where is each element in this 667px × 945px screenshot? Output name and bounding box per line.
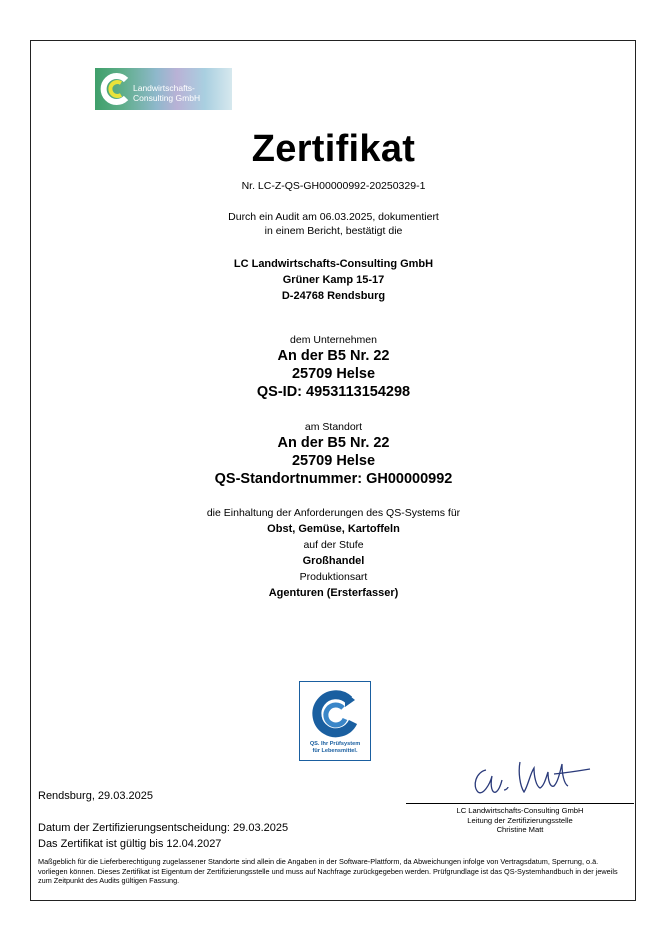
certificate-number: Nr. LC-Z-QS-GH00000992-20250329-1 — [241, 180, 426, 192]
signatory-role: Leitung der Zertifizierungsstelle — [467, 815, 573, 825]
valid-until: Das Zertifikat ist gültig bis 12.04.2027 — [38, 838, 222, 850]
company-qs-id: QS-ID: 4953113154298 — [256, 384, 411, 400]
lc-logo-icon — [99, 72, 131, 106]
signature-image — [468, 756, 598, 802]
signatory-name: Christine Matt — [496, 825, 544, 834]
issuer-city: D-24768 Rendsburg — [281, 290, 386, 302]
qs-logo-icon — [309, 688, 361, 740]
qs-caption — [300, 741, 370, 755]
issuer-street: Grüner Kamp 15-17 — [282, 274, 385, 286]
company-block — [0, 347, 667, 401]
scope-block — [0, 505, 667, 601]
logo-text — [133, 83, 200, 103]
issuer-block — [0, 256, 667, 304]
issuer-name: LC Landwirtschafts-Consulting GmbH — [233, 258, 434, 270]
company-label: dem Unternehmen — [290, 334, 377, 346]
site-city: 25709 Helse — [291, 453, 376, 469]
signatory-org: LC Landwirtschafts-Consulting GmbH — [456, 806, 584, 815]
lc-logo — [95, 68, 232, 110]
qs-caption-line-1: QS. Ihr Prüfsystem — [309, 741, 361, 747]
place-date: Rendsburg, 29.03.2025 — [38, 790, 153, 802]
scope-product: Obst, Gemüse, Kartoffeln — [267, 523, 400, 535]
scope-production: Agenturen (Ersterfasser) — [268, 587, 399, 599]
site-street: An der B5 Nr. 22 — [277, 435, 390, 451]
intro-text — [0, 210, 667, 238]
scope-production-label: Produktionsart — [299, 571, 368, 583]
scope-stage: Großhandel — [302, 555, 365, 567]
scope-stage-label: auf der Stufe — [303, 539, 364, 551]
logo-line-2: Consulting GmbH — [133, 93, 201, 103]
signatory-block — [406, 806, 634, 835]
footer-note: Maßgeblich für die Lieferberechtigung zugelassener Standorte sind allein die Angaben in der Software-Plattform, da Abweichungen infolge von Vertragsdatum, Sperrung, o.ä. vorliegen können. Dieses Zertifikat ist Eigentum der Zertifizierungsstelle und muss auf Nachfrage zurückgegeben werden. Prüfgrundlage ist das QS-Systemhandbuch in der jeweils zum Zeitpunkt des Audits gültigen Fassung. — [38, 857, 618, 886]
site-label: am Standort — [304, 421, 363, 433]
qs-caption-line-2: für Lebensmittel. — [312, 748, 358, 754]
intro-line-2: in einem Bericht, bestätigt die — [264, 225, 403, 237]
qs-badge — [299, 681, 371, 761]
intro-line-1: Durch ein Audit am 06.03.2025, dokumentiert — [228, 211, 439, 223]
scope-requirements: die Einhaltung der Anforderungen des QS-Systems für — [206, 507, 461, 519]
company-city: 25709 Helse — [291, 366, 376, 382]
site-block — [0, 434, 667, 488]
company-street: An der B5 Nr. 22 — [277, 348, 390, 364]
decision-date: Datum der Zertifizierungsentscheidung: 29.03.2025 — [38, 822, 289, 834]
signature-line — [406, 803, 634, 804]
logo-line-1: Landwirtschafts- — [133, 83, 195, 93]
site-number: QS-Standortnummer: GH00000992 — [214, 471, 453, 487]
certificate-title: Zertifikat — [251, 128, 416, 170]
